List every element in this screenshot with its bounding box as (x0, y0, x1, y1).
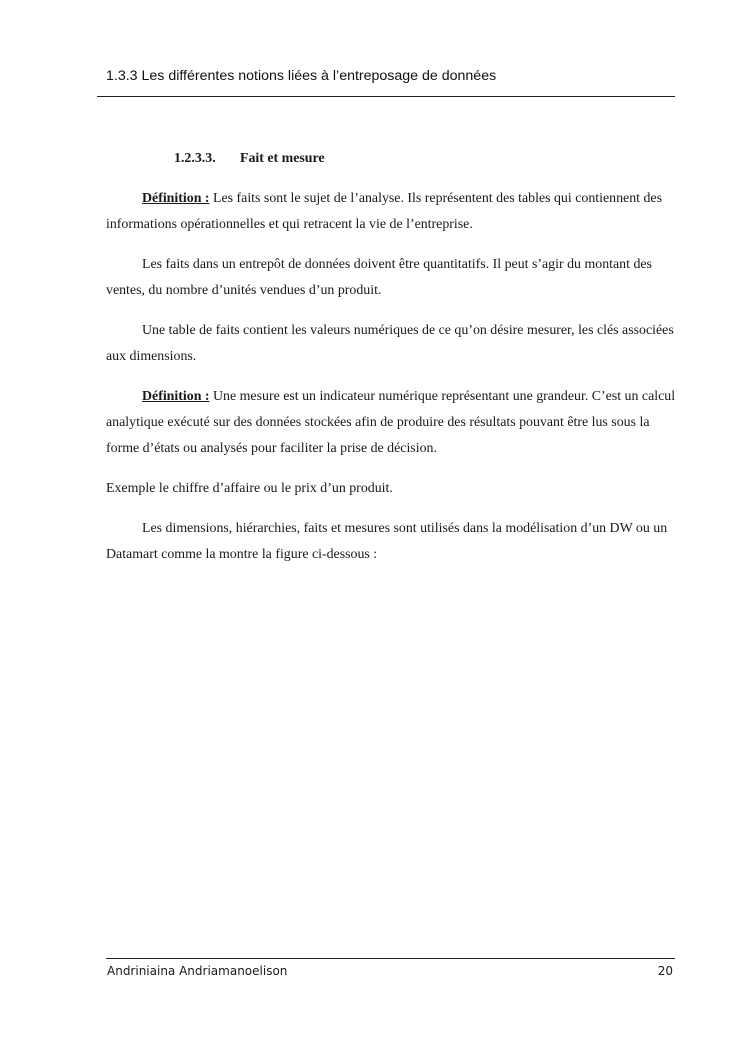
paragraph-definition-fact (106, 186, 676, 238)
section-title: Fait et mesure (240, 151, 325, 166)
header-divider (97, 96, 675, 97)
paragraph-fact-table: Une table de faits contient les valeurs numériques de ce qu’on désire mesurer, les clés associées aux dimensions. (106, 323, 674, 364)
paragraph-text: Une mesure est un indicateur numérique représentant une grandeur. C’est un calcul analytique exécuté sur des données stockées afin de produire des résultats pouvant être lus sous la forme d’états ou analysés pour faciliter la prise de décision. (106, 389, 676, 456)
section-number: 1.2.3.3. (174, 151, 216, 166)
footer-divider (106, 958, 675, 959)
footer-author: Andriniaina Andriamanoelison (107, 964, 288, 978)
paragraph-definition-measure (106, 384, 676, 462)
definition-term: Définition : (142, 191, 210, 206)
section-heading (174, 146, 676, 172)
paragraph-text: Les faits sont le sujet de l’analyse. Ils représentent des tables qui contiennent des informations opérationnelles et qui retracent la vie de l’entreprise. (106, 191, 663, 232)
definition-term: Définition : (142, 389, 210, 404)
paragraph-modeling: Les dimensions, hiérarchies, faits et mesures sont utilisés dans la modélisation d’un DW ou un Datamart comme la montre la figure ci-dessous : (106, 521, 668, 562)
document-body (106, 146, 676, 582)
paragraph-example: Exemple le chiffre d’affaire ou le prix d’un produit. (106, 481, 393, 496)
page-number: 20 (657, 964, 673, 978)
paragraph-facts-quantitative: Les faits dans un entrepôt de données doivent être quantitatifs. Il peut s’agir du montant des ventes, du nombre d’unités vendues d’un produit. (106, 257, 652, 298)
running-header: 1.3.3 Les différentes notions liées à l’entreposage de données (106, 68, 497, 84)
